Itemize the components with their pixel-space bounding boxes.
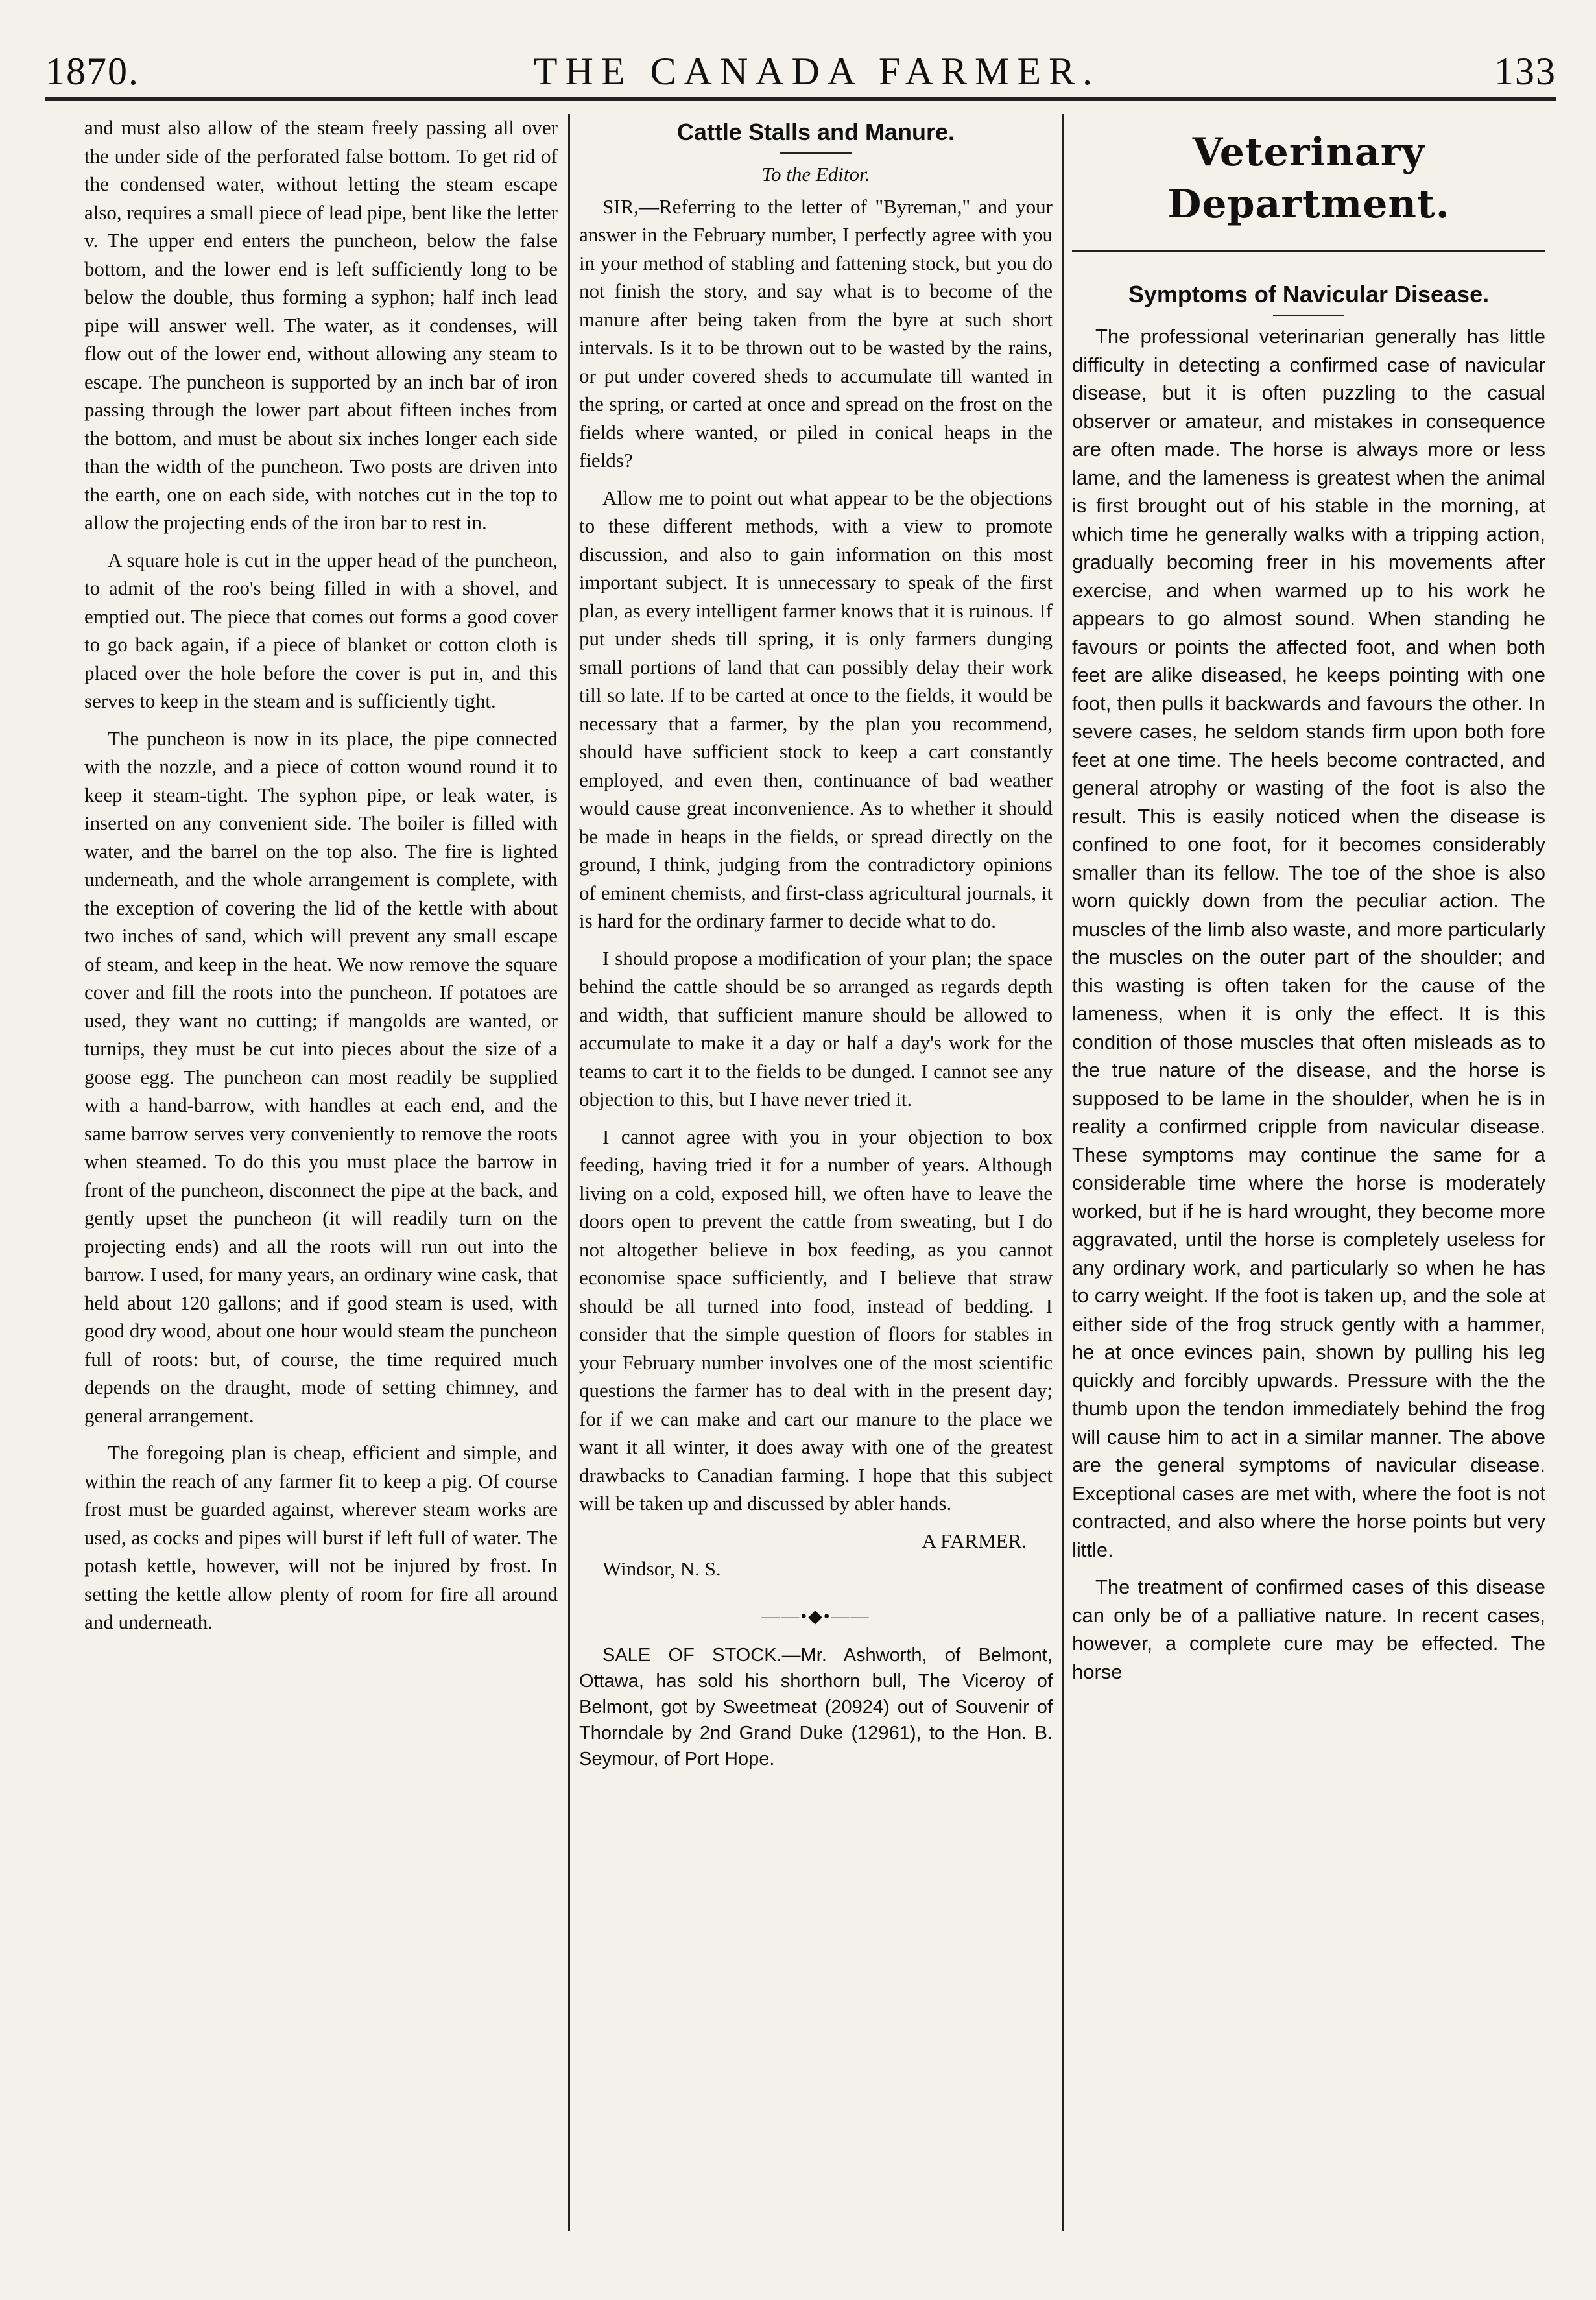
paragraph: The professional veterinarian generally has little difficulty in detecting a confirmed case of navicular disease, but it is often puzzling to the casual observer or amateur, and mistakes in consequence are often made. The horse is always more or less lame, and the lameness is greatest when the animal is first brought out of his stable in the morning, at which time he generally walks with a tripping action, gradually becoming freer in his movements after exercise, and when warmed up to his work he appears to go almost sound. When standing he favours or points the affected foot, and when both feet are alike diseased, he keeps pointing with one foot, then pulls it backwards and favours the other. In severe cases, he seldom stands firm upon both fore feet at one time. The heels become contracted, and general atrophy or wasting of the foot is also the result. This is easily noticed when the disease is confined to one foot, for it becomes considerably smaller than its fellow. The toe of the shoe is also worn quickly down from the peculiar action. The muscles of the limb also waste, and more particularly the muscles on the outer part of the shoulder; and this wasting is often taken for the cause of the lameness, when it is only the effect. It is this condition of those muscles that often misleads as to the true nature of the disease, and the horse is supposed to be lame in the shoulder, when he is in reality a confirmed cripple from navicular disease. These symptoms may continue the same for a considerable time where the horse is moderately worked, but if he is hard wrought, they become more aggravated, until the horse is completely useless for any ordinary work, and particularly so when he has to carry weight. If the foot is taken up, and the sole at either side of the frog struck gently with a hammer, he at once evinces pain, shown by pulling his leg quickly and forcibly upwards. Pressure with the the thumb upon the tendon immediately behind the frog will cause him to act in a similar manner. The above are the general symptoms of navicular disease. Exceptional cases are met with, where the foot is not contracted, and also where the horse points but very little.	[1072, 325, 1545, 1561]
paragraph: The treatment of confirmed cases of this disease can only be of a palliative nature. In recent cases, however, a complete cure may be effected. The horse	[1072, 1575, 1545, 1683]
header-page-number: 133	[1494, 50, 1556, 93]
paragraph: The puncheon is now in its place, the pipe connected with the nozzle, and a piece of cotton wound round it to keep it steam-tight. The syphon pipe, or leak water, is inserted on any convenient side. The boiler is filled with water, and the barrel on the top also. The fire is lighted underneath, and the whole arrangement is complete, with the exception of covering the lid of the kettle with about two inches of sand, which will prevent any small escape of steam, and keep in the heat. We now remove the square cover and fill the roots into the puncheon. If potatoes are used, they want no cutting; if mangolds are wanted, or turnips, they must be cut into pieces about the size of a goose egg. The puncheon can most readily be supplied with a hand-barrow, with handles at each end, and the same barrow serves very conveniently to remove the roots when steamed. To do this you must place the barrow in front of the puncheon, disconnect the pipe at the back, and gently upset the puncheon (it will readily turn on the projecting ends) and all the roots will run out into the barrow. I used, for many years, an ordinary wine cask, that held about 120 gallons; and if good steam is used, with good dry wood, about one hour would steam the puncheon full of roots: but, of course, the time required much depends on the draught, mode of setting chimney, and general arrangement.	[84, 726, 558, 1427]
column-3	[1072, 114, 1545, 2241]
salutation: To the Editor.	[761, 163, 870, 186]
ornament-divider: ——•◆•——	[761, 1606, 870, 1627]
article-title-cattle-stalls: Cattle Stalls and Manure.	[676, 119, 955, 145]
sale-of-stock-notice	[579, 1642, 1053, 1772]
header-double-rule	[45, 97, 1556, 101]
paragraph: I should propose a modification of your plan; the space behind the cattle should be so arranged as regards depth and width, that sufficient manure should be allowed to accumulate to make it a day or half a day's work for the teams to cart it to the fields to be dunged. I cannot see any objection to this, but I have never tried it.	[579, 946, 1053, 1110]
page-header	[45, 36, 1556, 94]
letter-signature: A FARMER.	[922, 1529, 1027, 1552]
header-year: 1870.	[45, 50, 139, 93]
paragraph: I cannot agree with you in your objection to box feeding, having tried it for a number of years. Although living on a cold, exposed hill, we often have to leave the doors open to prevent the cattle from sweating, but I do not altogether believe in box feeding, as you cannot economise space sufficiently, and I believe that straw should be all turned into food, instead of bedding. I consider that the simple question of floors for stables in your February number involves one of the most scientific questions the farmer has to deal with in the present day; for if we can make and cart our manure to the place we want it all winter, it does away with one of the greatest drawbacks to Canadian farming. I hope that this subject will be taken up and discussed by abler hands.	[579, 1125, 1053, 1515]
title-rule	[780, 152, 852, 154]
article-title-navicular: Symptoms of Navicular Disease.	[1128, 281, 1490, 307]
notice-body: —Mr. Ashworth, of Belmont, Ottawa, has sold his shorthorn bull, The Viceroy of Belmont, got by Sweetmeat (20924) out of Souvenir of Thorndale by 2nd Grand Duke (12961), to the Hon. B. Seymour, of Port Hope.	[579, 1645, 1053, 1769]
paragraph: The foregoing plan is cheap, efficient and simple, and within the reach of any farmer fit to keep a pig. Of course frost must be guarded against, wherever steam works are used, as cocks and pipes will burst if left full of water. The potash kettle, however, will not be injured by frost. In setting the kettle allow plenty of room for fire all around and underneath.	[84, 1441, 558, 1633]
paragraph: SIR,—Referring to the letter of "Byreman," and your answer in the February number, I perfectly agree with you in your method of stabling and fattening stock, but you do not finish the story, and say what is to become of the manure after being taken from the byre at such short intervals. Is it to be thrown out to be wasted by the rains, or put under covered sheds to accumulate till wanted in the spring, or carted at once and spread on the frost on the fields where wanted, or piled in conical heaps in the fields?	[579, 195, 1053, 472]
paragraph: and must also allow of the steam freely passing all over the under side of the perforated false bottom. To get rid of the condensed water, without letting the steam escape also, requires a small piece of lead pipe, bent like the letter v. The upper end enters the puncheon, below the false bottom, and the lower end is left sufficiently long to be below the double, thus forming a syphon; half inch lead pipe will answer well. The water, as it condenses, will flow out of the lower end, without allowing any steam to escape. The puncheon is supported by an inch bar of iron passing through the lower part about fifteen inches from the bottom, and must be about six inches longer each side than the width of the puncheon. Two posts are driven into the earth, one on each side, with notches cut in the top to allow the projecting ends of the iron bar to rest in.	[84, 116, 558, 534]
letter-place: Windsor, N. S.	[602, 1557, 721, 1580]
title-rule	[1273, 315, 1344, 316]
department-rule	[1072, 250, 1545, 252]
header-title: THE CANADA FARMER.	[533, 50, 1101, 93]
column-divider-1	[568, 114, 570, 2231]
column-2	[579, 114, 1053, 2241]
department-heading: Veterinary Department.	[1167, 130, 1450, 227]
notice-lead: SALE OF STOCK.	[602, 1645, 782, 1666]
column-1	[84, 114, 558, 2241]
paragraph: Allow me to point out what appear to be the objections to these different methods, with a view to promote discussion, and also to gain information on this most important subject. It is unnecessary to speak of the first plan, as every intelligent farmer knows that it is ruinous. If put under sheds till spring, it is only farmers dunging small portions of land that can possibly delay their work till so late. If to be carted at once to the fields, it would be necessary that a farmer, by the plan you recommend, should have sufficient stock to keep a cart constantly employed, and even then, continuance of bad weather would cause great inconvenience. As to whether it should be made in heaps in the fields, or spread directly on the ground, I think, judging from the contradictory opinions of eminent chemists, and first-class agricultural journals, it is hard for the ordinary farmer to decide what to do.	[579, 486, 1053, 932]
paragraph: A square hole is cut in the upper head of the puncheon, to admit of the roo's being filled in with a shovel, and emptied out. The piece that comes out forms a good cover to go back again, if a piece of blanket or cotton cloth is placed over the hole before the cover is put in, and this serves to keep in the steam and is sufficiently tight.	[84, 548, 558, 712]
column-divider-2	[1062, 114, 1064, 2231]
